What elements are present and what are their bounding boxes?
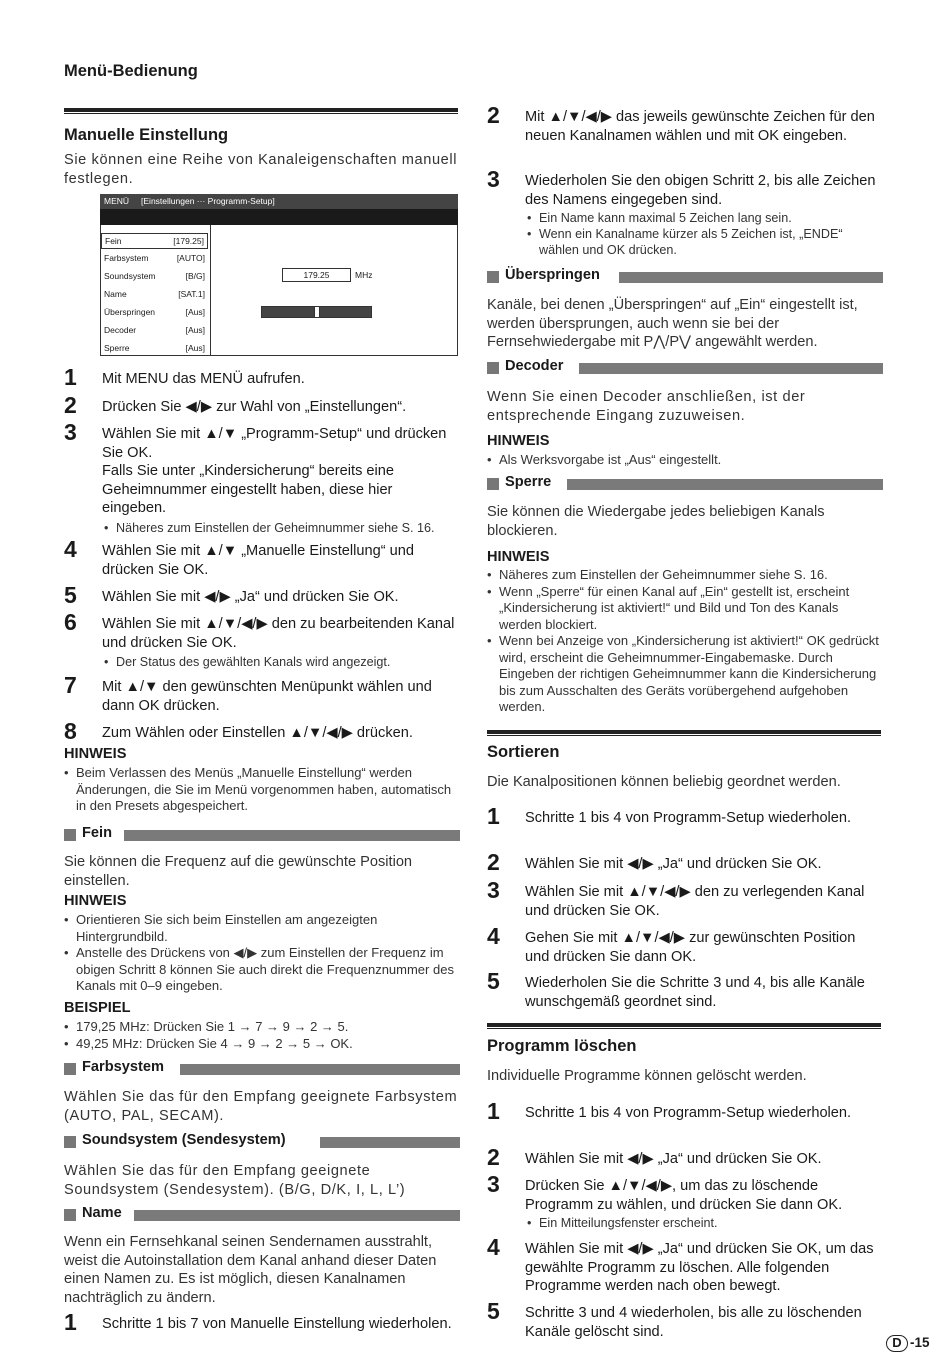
menu-titlebar <box>100 194 458 209</box>
menu-item-farbsystem[interactable]: Farbsystem [AUTO] <box>104 253 205 263</box>
region-badge: D <box>886 1335 908 1352</box>
hinweis-list-decoder: • Als Werksvorgabe ist „Aus“ eingestellt. <box>487 452 883 469</box>
section-title-loeschen: Programm löschen <box>487 1037 637 1055</box>
text-ueberspringen: Kanäle, bei denen „Überspringen“ auf „Ein“ eingestellt ist, werden übersprungen, auch wenn sie bei der Fernsehwiedergabe mit P⋀/P⋁ angewählt werden. <box>487 297 858 350</box>
page-number-text: -15 <box>910 1335 930 1350</box>
sort-step-5: 5 Wiederholen Sie die Schritte 3 und 4, bis alle Kanäle wunschgemäß geordnet sind. <box>487 968 865 1010</box>
text-sperre: Sie können die Wiedergabe jedes beliebigen Kanals blockieren. <box>487 504 825 539</box>
hinweis-list: • Beim Verlassen des Menüs „Manuelle Einstellung“ werden Änderungen, die Sie im Menü vorgenommen haben, automatisch in den Presets abgespeichert. <box>64 765 460 815</box>
label-farbsystem: Farbsystem <box>64 1062 460 1076</box>
del-step-1: 1 Schritte 1 bis 4 von Programm-Setup wiederholen. <box>487 1098 852 1124</box>
name-step-3: 3 Wiederholen Sie den obigen Schritt 2, bis alle Zeichen des Namens eingegeben sind. • Ein Name kann maximal 5 Zeichen lang sein. • Wenn ein Kanalname kürzer als 5 Zeichen ist, „ENDE“ wählen und OK drücken. <box>487 172 883 258</box>
menu-item-ueberspringen[interactable]: Überspringen [Aus] <box>104 307 205 317</box>
menu-item-name[interactable]: Name [SAT.1] <box>104 289 205 299</box>
menu-item-sperre[interactable]: Sperre [Aus] <box>104 343 205 353</box>
menu-item-fein[interactable]: Fein [179.25] <box>101 233 208 249</box>
intro-loeschen: Individuelle Programme können gelöscht werden. <box>487 1068 807 1084</box>
label-name: Name <box>64 1208 460 1222</box>
label-soundsystem: Soundsystem (Sendesystem) <box>64 1135 460 1149</box>
slider-knob[interactable] <box>314 306 320 318</box>
menu-breadcrumb: [Einstellungen ··· Programm-Setup] <box>141 196 275 206</box>
step-5: 5 Wählen Sie mit ◀/▶ „Ja“ und drücken Sie OK. <box>64 582 399 608</box>
step-4: 4 Wählen Sie mit ▲/▼ „Manuelle Einstellung“ und drücken Sie OK. <box>64 536 414 578</box>
beispiel-list: • 179,25 MHz: Drücken Sie 1 → 7 → 9 → 2 → 5. • 49,25 MHz: Drücken Sie 4 → 9 → 2 → 5 → OK. <box>64 1019 460 1052</box>
label-decoder: Decoder <box>487 361 883 375</box>
text-name: Wenn ein Fernsehkanal seinen Sendernamen ausstrahlt, weist die Autoinstallation dem Kanal anhand dieser Daten einen Namen zu. Es ist möglich, diesen Kanalnamen nachträglich zu ändern. <box>64 1234 437 1306</box>
hinweis-title: HINWEIS <box>64 746 127 762</box>
fine-tune-slider[interactable] <box>261 306 372 318</box>
section-rule-sortieren <box>487 730 881 736</box>
menu-screen <box>100 194 458 356</box>
text-farbsystem: Wählen Sie das für den Empfang geeignete Farbsystem (AUTO, PAL, SECAM). <box>64 1089 458 1124</box>
label-sperre: Sperre <box>487 477 883 491</box>
section-title-manuelle: Manuelle Einstellung <box>64 126 229 144</box>
menu-band <box>100 209 458 225</box>
name-step-1: 1 Schritte 1 bis 7 von Manuelle Einstellung wiederholen. <box>64 1309 452 1335</box>
step-3: 3 Wählen Sie mit ▲/▼ „Programm-Setup“ und drücken Sie OK. Falls Sie unter „Kindersicherung“ bereits eine Geheimnummer eingestellt haben, diese hier eingeben. • Näheres zum Einstellen der Geheimnummer siehe S. 16. <box>64 425 460 536</box>
section-rule-loeschen <box>487 1023 881 1029</box>
intro-manuelle: Sie können eine Reihe von Kanaleigenschaften manuell festlegen. <box>64 152 458 187</box>
del-step-2: 2 Wählen Sie mit ◀/▶ „Ja“ und drücken Sie OK. <box>487 1144 822 1170</box>
hinweis-list-fein: • Orientieren Sie sich beim Einstellen am angezeigten Hintergrundbild. • Anstelle des Drückens von ◀/▶ zum Einstellen der Frequenz im obigen Schritt 8 können Sie auch direkt die Frequenznummer des Kanals mit 0–9 eingeben. <box>64 912 460 995</box>
page-header: Menü-Bedienung <box>64 62 198 80</box>
page-number <box>886 1335 930 1352</box>
section-rule <box>64 108 458 114</box>
menu-list <box>101 231 208 357</box>
step-1: 1 Mit MENU das MENÜ aufrufen. <box>64 364 305 390</box>
frequency-unit: MHz <box>355 270 373 280</box>
step-7: 7 Mit ▲/▼ den gewünschten Menüpunkt wählen und dann OK drücken. <box>64 672 432 714</box>
beispiel-title: BEISPIEL <box>64 1000 131 1016</box>
menu-item-decoder[interactable]: Decoder [Aus] <box>104 325 205 335</box>
menu-divider <box>210 225 211 356</box>
left-column <box>64 0 460 1360</box>
label-fein: Fein <box>64 828 460 842</box>
del-step-3: 3 Drücken Sie ▲/▼/◀/▶, um das zu löschende Programm zu wählen, und drücken Sie dann OK. • Ein Mitteilungsfenster erscheint. <box>487 1177 883 1231</box>
name-step-2: 2 Mit ▲/▼/◀/▶ das jeweils gewünschte Zeichen für den neuen Kanalnamen wählen und mit OK eingeben. <box>487 102 875 144</box>
intro-sortieren: Die Kanalpositionen können beliebig geordnet werden. <box>487 774 841 790</box>
sort-step-2: 2 Wählen Sie mit ◀/▶ „Ja“ und drücken Sie OK. <box>487 849 822 875</box>
label-ueberspringen: Überspringen <box>487 270 883 284</box>
hinweis-title-sperre: HINWEIS <box>487 549 550 565</box>
text-soundsystem: Wählen Sie das für den Empfang geeignete Soundsystem (Sendesystem). (B/G, D/K, I, L, L’) <box>64 1163 406 1198</box>
menu-item-soundsystem[interactable]: Soundsystem [B/G] <box>104 271 205 281</box>
menu-title: MENÜ <box>104 196 130 206</box>
right-column <box>487 0 883 1360</box>
hinweis-list-sperre: • Näheres zum Einstellen der Geheimnummer siehe S. 16. • Wenn „Sperre“ für einen Kanal auf „Ein“ gestellt ist, erscheint „Kindersicherung ist aktiviert!“ und Bild und Ton des Kanals werden blockiert. • Wenn bei Anzeige von „Kindersicherung ist aktiviert!“ OK gedrückt wird, erscheint die Geheimnummer-Eingabemaske. Durch Eingeben der richtigen Geheimnummer kann die Kindersicherung bis zum Ausschalten des Geräts vorübergehend aufgehoben werden. <box>487 567 883 716</box>
section-title-sortieren: Sortieren <box>487 743 560 761</box>
text-decoder: Wenn Sie einen Decoder anschließen, ist der entsprechende Eingang zuzuweisen. <box>487 389 806 424</box>
del-step-4: 4 Wählen Sie mit ◀/▶ „Ja“ und drücken Sie OK, um das gewählte Programm zu löschen. Alle folgenden Programme werden nach oben bewegt. <box>487 1234 874 1294</box>
sort-step-3: 3 Wählen Sie mit ▲/▼/◀/▶ den zu verlegenden Kanal und drücken Sie OK. <box>487 877 865 919</box>
step-2: 2 Drücken Sie ◀/▶ zur Wahl von „Einstellungen“. <box>64 392 407 418</box>
step-6: 6 Wählen Sie mit ▲/▼/◀/▶ den zu bearbeitenden Kanal und drücken Sie OK. • Der Status des gewählten Kanals wird angezeigt. <box>64 615 460 670</box>
del-step-5: 5 Schritte 3 und 4 wiederholen, bis alle zu löschenden Kanäle gelöscht sind. <box>487 1298 862 1340</box>
frequency-field[interactable]: 179.25 <box>282 268 351 282</box>
hinweis-title-fein: HINWEIS <box>64 893 127 909</box>
sort-step-1: 1 Schritte 1 bis 4 von Programm-Setup wiederholen. <box>487 803 852 829</box>
step-8: 8 Zum Wählen oder Einstellen ▲/▼/◀/▶ drücken. <box>64 718 413 744</box>
hinweis-title-decoder: HINWEIS <box>487 433 550 449</box>
sort-step-4: 4 Gehen Sie mit ▲/▼/◀/▶ zur gewünschten Position und drücken Sie dann OK. <box>487 923 856 965</box>
text-fein: Sie können die Frequenz auf die gewünschte Position einstellen. <box>64 854 413 889</box>
